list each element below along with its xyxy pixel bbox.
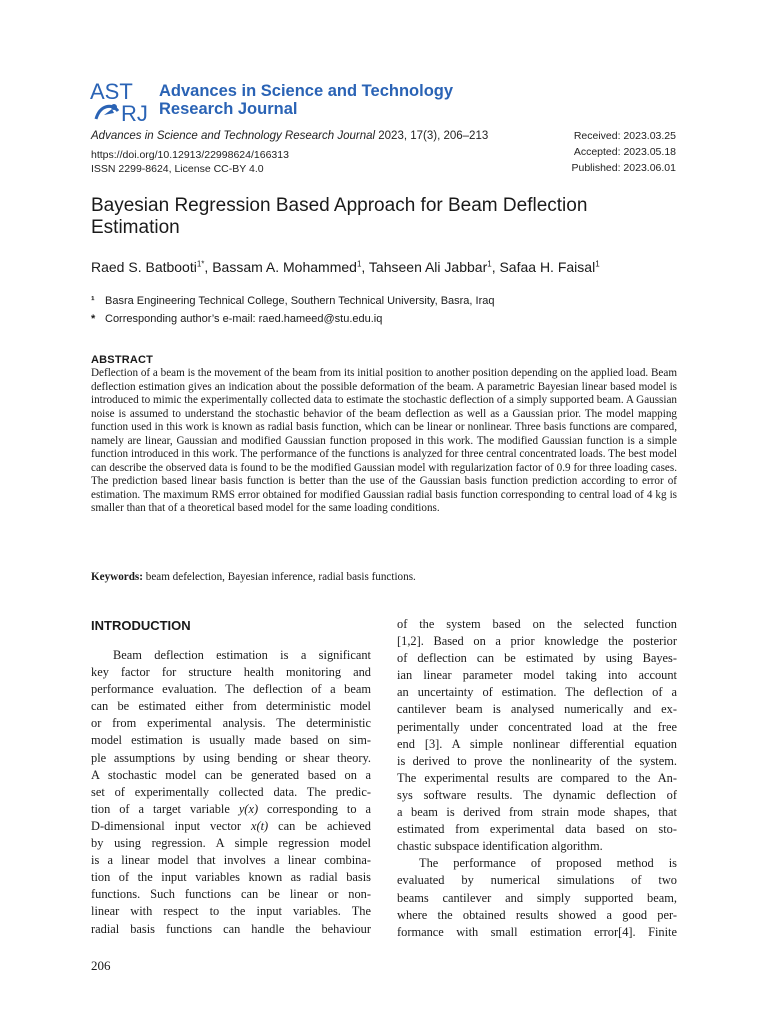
svg-text:RJ: RJ [121,101,148,125]
body-column-right [397,616,677,941]
body-text-line: a beam is derived from strain mode shapes, that [397,805,677,820]
keywords-label: Keywords: [91,571,143,583]
received-date: Received: 2023.03.25 [573,130,676,142]
corresponding-author [91,313,382,325]
body-text-line: evaluated by numerical simulations of two [397,873,677,888]
keywords [91,570,677,584]
body-text-line: performance evaluation. The deflection of a beam [91,682,371,697]
body-text-line: ian linear parameter model taking into account [397,668,677,683]
body-text-line: linear with respect to the input variables. The [91,904,371,919]
body-text-line: key factor for structure health monitoring and [91,665,371,680]
corresponding-email[interactable]: Corresponding author’s e-mail: raed.hameed@stu.edu.iq [105,313,383,325]
affiliation-text: Basra Engineering Technical College, Southern Technical University, Basra, Iraq [105,295,495,307]
body-text-line: an uncertainty of estimation. The deflection of a [397,685,677,700]
author-name: Tahseen Ali Jabbar [368,259,488,275]
accepted-date: Accepted: 2023.05.18 [573,146,676,158]
author-affiliation-mark: 1 [595,259,600,269]
author-name: Raed S. Batbooti [91,259,197,275]
body-text-line: chastic subspace identification algorithm. [397,839,603,854]
body-text-line: Beam deflection estimation is a significant [113,648,371,662]
body-text-line: is a linear model that involves a linear combina- [91,853,371,868]
body-text-line: or from experimental analysis. The deterministic [91,716,371,731]
body-text-line: formance with small estimation error[4]. Finite [397,924,677,939]
citation-volume: 2023, 17(3), 206–213 [375,130,489,142]
body-text-line: set of experimentally collected data. The predic- [91,784,371,799]
body-text-line: can be estimated either from deterministic model [91,699,371,714]
doi-link[interactable]: https://doi.org/10.12913/22998624/166313 [91,149,289,161]
issn-license: ISSN 2299-8624, License CC-BY 4.0 [91,163,264,175]
author-name: Bassam A. Mohammed [212,259,357,275]
body-text-line: perimentally under concentrated load at the free [397,719,677,734]
citation [91,130,488,142]
body-text-line: sys software results. The dynamic deflection of [397,787,677,802]
page-number: 206 [91,958,111,973]
abstract-heading: ABSTRACT [91,354,154,366]
body-text-line: ple assumptions by using bending or shear theory. [91,750,371,765]
body-text-line: model estimation is usually made based on sim- [91,733,371,748]
journal-logo [90,79,148,125]
corresponding-mark: * [91,313,96,325]
affiliation [91,295,495,307]
author-list: Raed S. Batbooti$^{1*}$, Bassam A. Mohammed$^1$, Tahseen Ali Jabbar$^1$, Safaa H. Faisal$^1$ [91,259,600,275]
body-text-line: cantilever beam is analysed numerically and ex- [397,702,677,717]
abstract-body: Deflection of a beam is the movement of the beam from its initial position to another position depending on the applied load. Beam deflection estimation gives an indication about the possible deformation of the beam. A parametric Bayesian linear based model is introduced to mimic the experimentally collected data to estimate the stochastic deflection of a simply supported beam. A Gaussian noise is assumed to understand the stochastic behavior of the beam deflection as well as a Gaussian prior. The model mapping function used in this work is known as radial basis function, which can be linear or nonlinear. Three basis functions are compared, namely are linear, Gaussian and modified Gaussian function proposed in this work. The modified Gaussian function is a simple function introduced in this work. The performance of the functions is analyzed for three central concentrated loads. The best model can describe the observed data is found to be the modified Gaussian model with regularization factor of 0.9 for three loading cases. The prediction based linear basis function is better than the use of the Gaussian basis function prediction according to error of estimation. The maximum RMS error obtained for modified Gaussian radial basis function corresponding to central load of 4 kg is smaller than that of a theoretical based model for the same loading conditions. [91,367,677,514]
body-text-line: by using regression. A simple regression model [91,836,371,851]
body-text-line: beams cantilever and simply supported beam, [397,890,677,905]
body-text-line: functions. Such functions can be linear or non- [91,887,371,902]
body-text-line: [1,2]. Based on a prior knowledge the posterior [397,634,677,649]
svg-text:AST: AST [90,79,133,104]
body-text-line: The performance of proposed method is [419,856,677,871]
author-name: Safaa H. Faisal [499,259,596,275]
published-date: Published: 2023.06.01 [571,162,676,174]
body-text-line: of deflection can be estimated by using Bayes- [397,651,677,666]
body-text-line: tion of the input variables known as radial basis [91,870,371,885]
citation-journal: Advances in Science and Technology Research Journal [91,130,376,142]
body-text-line: radial basis functions can handle the behaviour [91,921,371,936]
paper-title: Bayesian Regression Based Approach for Beam Deflection Estimation [91,195,588,238]
journal-title-line-2: Research Journal [159,100,298,118]
author-affiliation-mark: 1 [487,259,492,269]
author-affiliation-mark: 1* [196,259,205,269]
journal-title-line-1: Advances in Science and Technology [159,82,454,100]
author-affiliation-mark: 1 [356,259,362,269]
body-text-line: of the system based on the selected function [397,617,677,631]
body-text-line: is derived to prove the nonlinearity of the system. [397,753,677,768]
body-text-line: D-dimensional input vector x(t) can be achieved [91,818,371,833]
body-text-line: estimated from experimental data based on sto- [397,822,677,837]
body-text-line: where the obtained results showed a good per- [397,907,677,922]
body-text-line: The experimental results are compared to the An- [397,770,677,785]
journal-title [159,82,479,118]
body-text-line: A stochastic model can be generated based on a [91,767,371,782]
body-column-left [91,647,371,938]
section-heading-introduction: INTRODUCTION [91,618,191,633]
keywords-list: beam defelection, Bayesian inference, radial basis functions. [142,571,416,583]
affiliation-mark: ¹ [91,295,95,307]
body-text-line: tion of a target variable y(x) corresponding to a [91,801,371,816]
body-text-line: end [3]. A simple nonlinear differential equation [397,736,677,751]
